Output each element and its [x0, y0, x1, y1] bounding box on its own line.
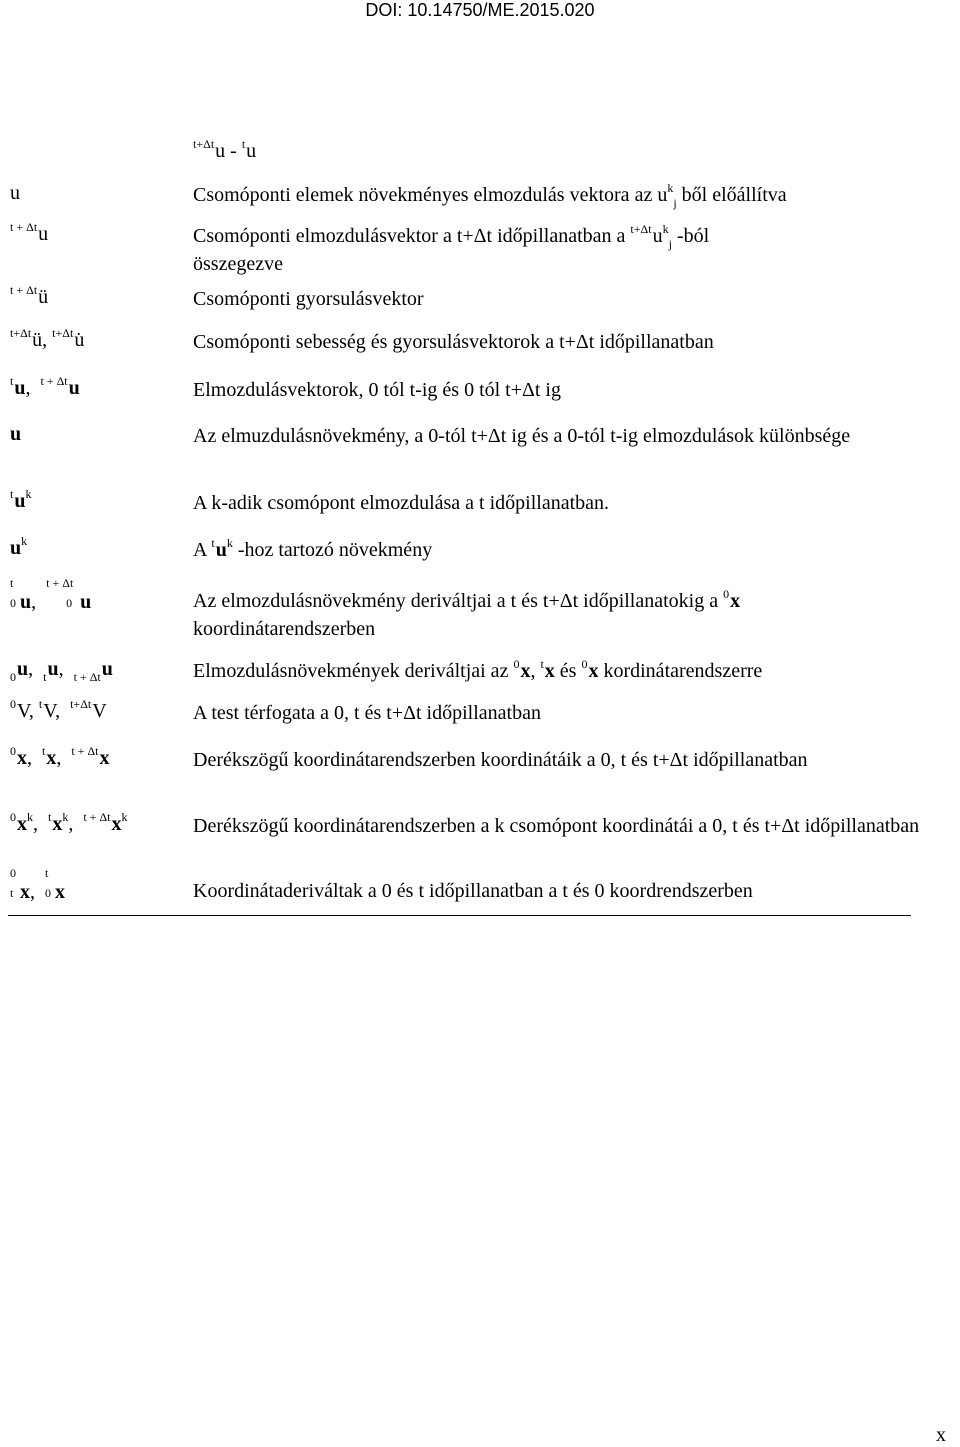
description-cell: Koordinátaderiváltak a 0 és t időpillanatban a t és 0 koordrendszerben	[193, 880, 753, 902]
symbol-cell: t 0 u, t + Δt 0 u	[10, 576, 92, 613]
symbol-cell: $^{t + \Delta t}$ü	[10, 283, 49, 308]
symbol-cell: 0 t x, t 0 x	[10, 866, 65, 903]
page-footer-char: x	[936, 1424, 946, 1446]
description-cell: Csomóponti sebesség és gyorsulásvektorok a t+Δt időpillanatban	[193, 331, 714, 353]
symbol-cell: u	[10, 182, 20, 204]
symbol-cell: $^t$u, $^{t + \Delta t}$u	[10, 374, 80, 399]
symbol-cell: u	[10, 423, 22, 445]
description-cell: Elmozdulásvektorok, 0 tól t-ig és 0 tól t+Δt ig	[193, 379, 561, 401]
description-cell: Derékszögű koordinátarendszerben koordinátáik a 0, t és t+Δt időpillanatban	[193, 749, 808, 771]
symbol-cell: $^0x^k$, $^tx^k$, $^{t + \Delta t}x^k$	[10, 810, 128, 835]
description-cell: Derékszögű koordinátarendszerben a k csomópont koordinátái a 0, t és t+Δt időpillanatban	[193, 815, 920, 837]
description-cell: Csomóponti gyorsulásvektor	[193, 288, 424, 310]
symbol-cell: $^{t+\Delta t}$ü, $^{t+\Delta t}$u̇	[10, 326, 85, 351]
symbol-cell: $^0$x, $^t$x, $^{t + \Delta t}$x	[10, 744, 110, 769]
symbol-cell: $^0$V, $^t$V, $^{t+\Delta t}$V	[10, 697, 107, 722]
symbol-cell: $^tu^k$	[10, 487, 32, 512]
symbol-cell: $u^k$	[10, 534, 28, 559]
horizontal-rule	[8, 915, 911, 916]
description-cell: Az elmuzdulásnövekmény, a 0-tól t+Δt ig és a 0-tól t-ig elmozdulások különbsége	[193, 425, 851, 447]
description-cell: A test térfogata a 0, t és t+Δt időpillanatban	[193, 702, 541, 724]
description-cell: A $^tu^k$ -hoz tartozó növekmény	[193, 536, 433, 561]
symbol-cell: $^{t + \Delta t}$u	[10, 220, 49, 245]
description-cell: Elmozdulásnövekmények deriváltjai az $^0$x, $^t$x és $^0$x kordinátarendszerre	[193, 657, 763, 682]
symbol-cell: $_0$u, $_t$u, $_{t + \Delta t}$u	[10, 658, 113, 684]
description-cell: A k-adik csomópont elmozdulása a t időpillanatban.	[193, 492, 610, 514]
increment-expression: $^{t+\Delta t}$u - $^t$u	[193, 137, 257, 162]
description-cell: Csomóponti elemek növekményes elmozdulás vektora az $u^k_j$ ből előállítva	[193, 181, 787, 210]
description-cell: Az elmozdulásnövekmény deriváltjai a t és t+Δt időpillanatokig a $^0$x koordinátarendszerben	[193, 587, 741, 640]
description-cell: Csomóponti elmozdulásvektor a t+Δt időpillanatban a $^{t+\Delta t}u^k_j$ -ból összegezve	[193, 222, 710, 275]
doi-header: DOI: 10.14750/ME.2015.020	[365, 0, 595, 20]
